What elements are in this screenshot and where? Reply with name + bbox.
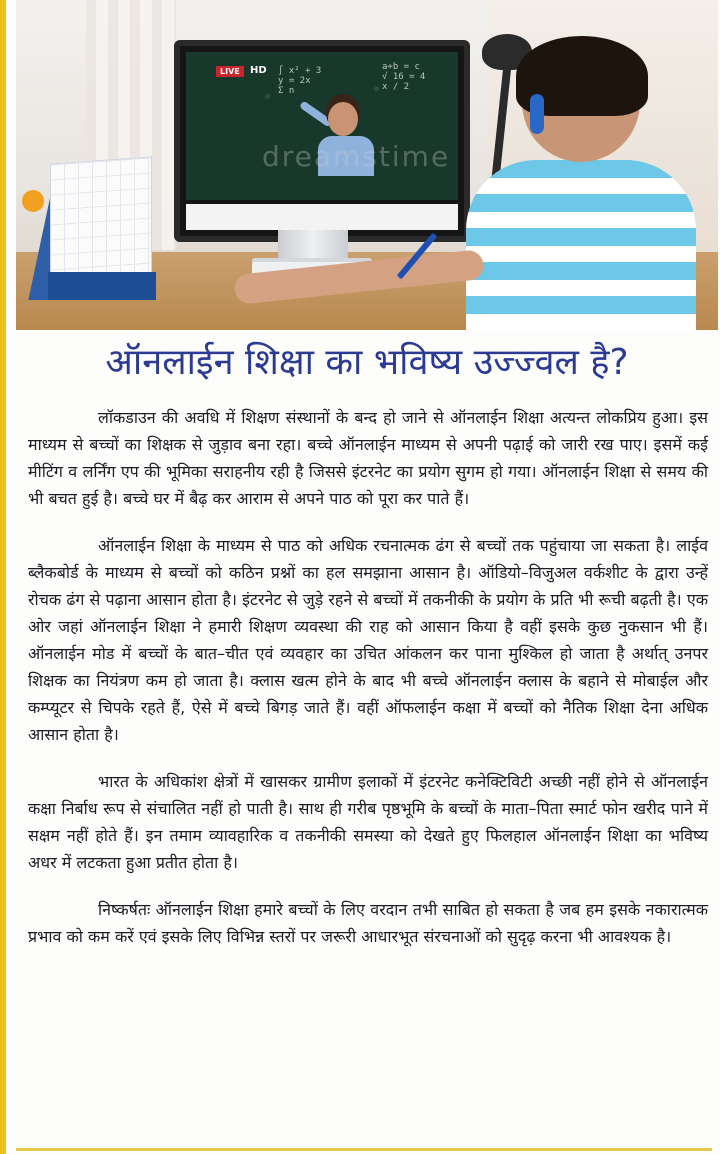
live-badge: LIVE (216, 66, 244, 77)
chalkboard-writing: ∫ x² + 3 y = 2x Σ n (278, 66, 322, 96)
paragraph-4: निष्कर्षतः ऑनलाईन शिक्षा हमारे बच्चों के लिए वरदान तभी साबित हो सकता है जब हम इसके नकारात्मक प्रभाव को कम करें एवं इसके लिए विभिन्न स्तरों पर जरूरी आधारभूत संरचनाओं को सुदृढ़ करना भी आवश्यक है। (28, 900, 708, 946)
article-title: ऑनलाईन शिक्षा का भविष्य उज्ज्वल है? (105, 342, 629, 383)
watermark: dreamstime (262, 140, 451, 173)
paragraph-3: भारत के अधिकांश क्षेत्रों में खासकर ग्रामीण इलाकों में इंटरनेट कनेक्टिविटी अच्छी नहीं होने से ऑनलाईन कक्षा निर्बाध रूप से संचालित नहीं हो पाती है। साथ ही गरीब पृष्ठभूमि के बच्चों के माता–पिता स्मार्ट फोन खरीद पाने में सक्षम नहीं होते हैं। इन तमाम व्यावहारिक व तकनीकी समस्या को देखते हुए फिलहाल ऑनलाईन शिक्षा का भविष्य अधर में लटकता हुआ प्रतीत होता है। (28, 772, 708, 872)
headset-icon (530, 94, 544, 134)
paragraph-1: लॉकडाउन की अवधि में शिक्षण संस्थानों के बन्द हो जाने से ऑनलाईन शिक्षा अत्यन्त लोकप्रिय हुआ। इस माध्यम से बच्चों का शिक्षक से जुड़ाव बना रहा। बच्चे ऑनलाईन माध्यम से अपनी पढ़ाई को जारी रख पाए। इसमें कई मीटिंग व लर्निंग एप की भूमिका सराहनीय रही है जिससे इंटरनेट का प्रयोग सुगम हो गया। ऑनलाईन शिक्षा से समय की भी बचत हुई है। बच्चे घर में बैढ़ कर आराम से अपने पाठ को पूरा कर पाते हैं। (28, 408, 708, 508)
teacher-head (328, 102, 358, 136)
online-class-photo (16, 0, 718, 330)
screen-bottom-bar (186, 204, 458, 230)
hd-badge: HD (250, 65, 267, 76)
article-body (28, 404, 708, 970)
paragraph-2: ऑनलाईन शिक्षा के माध्यम से पाठ को अधिक रचनात्मक ढंग से बच्चों तक पहुंचाया जा सकता है। लाईव ब्लैकबोर्ड के माध्यम से बच्चों को कठिन प्रश्नों का हल समझाना आसान है। ऑडियो–विजुअल वर्कशीट के द्वारा उन्हें रोचक ढंग से पढ़ाना आसान होता है। इंटरनेट से जुड़े रहने से बच्चों में तकनीकी के प्रयोग के प्रति भी रूची बढ़ती है। एक ओर जहां ऑनलाईन शिक्षा ने हमारी शिक्षण व्यवस्था की राह को आसान किया है वहीं इसके कुछ नुकसान भी हैं। ऑनलाईन मोड में बच्चों के बात–चीत एवं व्यवहार का उचित आंकलन कर पाना मुश्किल हो जाता है अर्थात् उनपर शिक्षक का नियंत्रण कम हो जाता है। क्लास खत्म होने के बाद भी बच्चे ऑनलाईन क्लास के बहाने से मोबाईल और कम्प्यूटर से चिपके रहते हैं, ऐसे में बच्चे बिगड़ जाते हैं। वहीं ऑफलाईन कक्षा में बच्चों को नैतिक शिक्षा देना अधिक आसान होता है। (28, 536, 708, 744)
chalkboard-writing-right: a+b = c √ 16 = 4 x / 2 (382, 62, 426, 92)
desk-calendar (30, 160, 160, 300)
boy-striped-shirt (466, 160, 696, 330)
monitor-screen (186, 52, 458, 200)
bottom-divider (16, 1148, 712, 1151)
